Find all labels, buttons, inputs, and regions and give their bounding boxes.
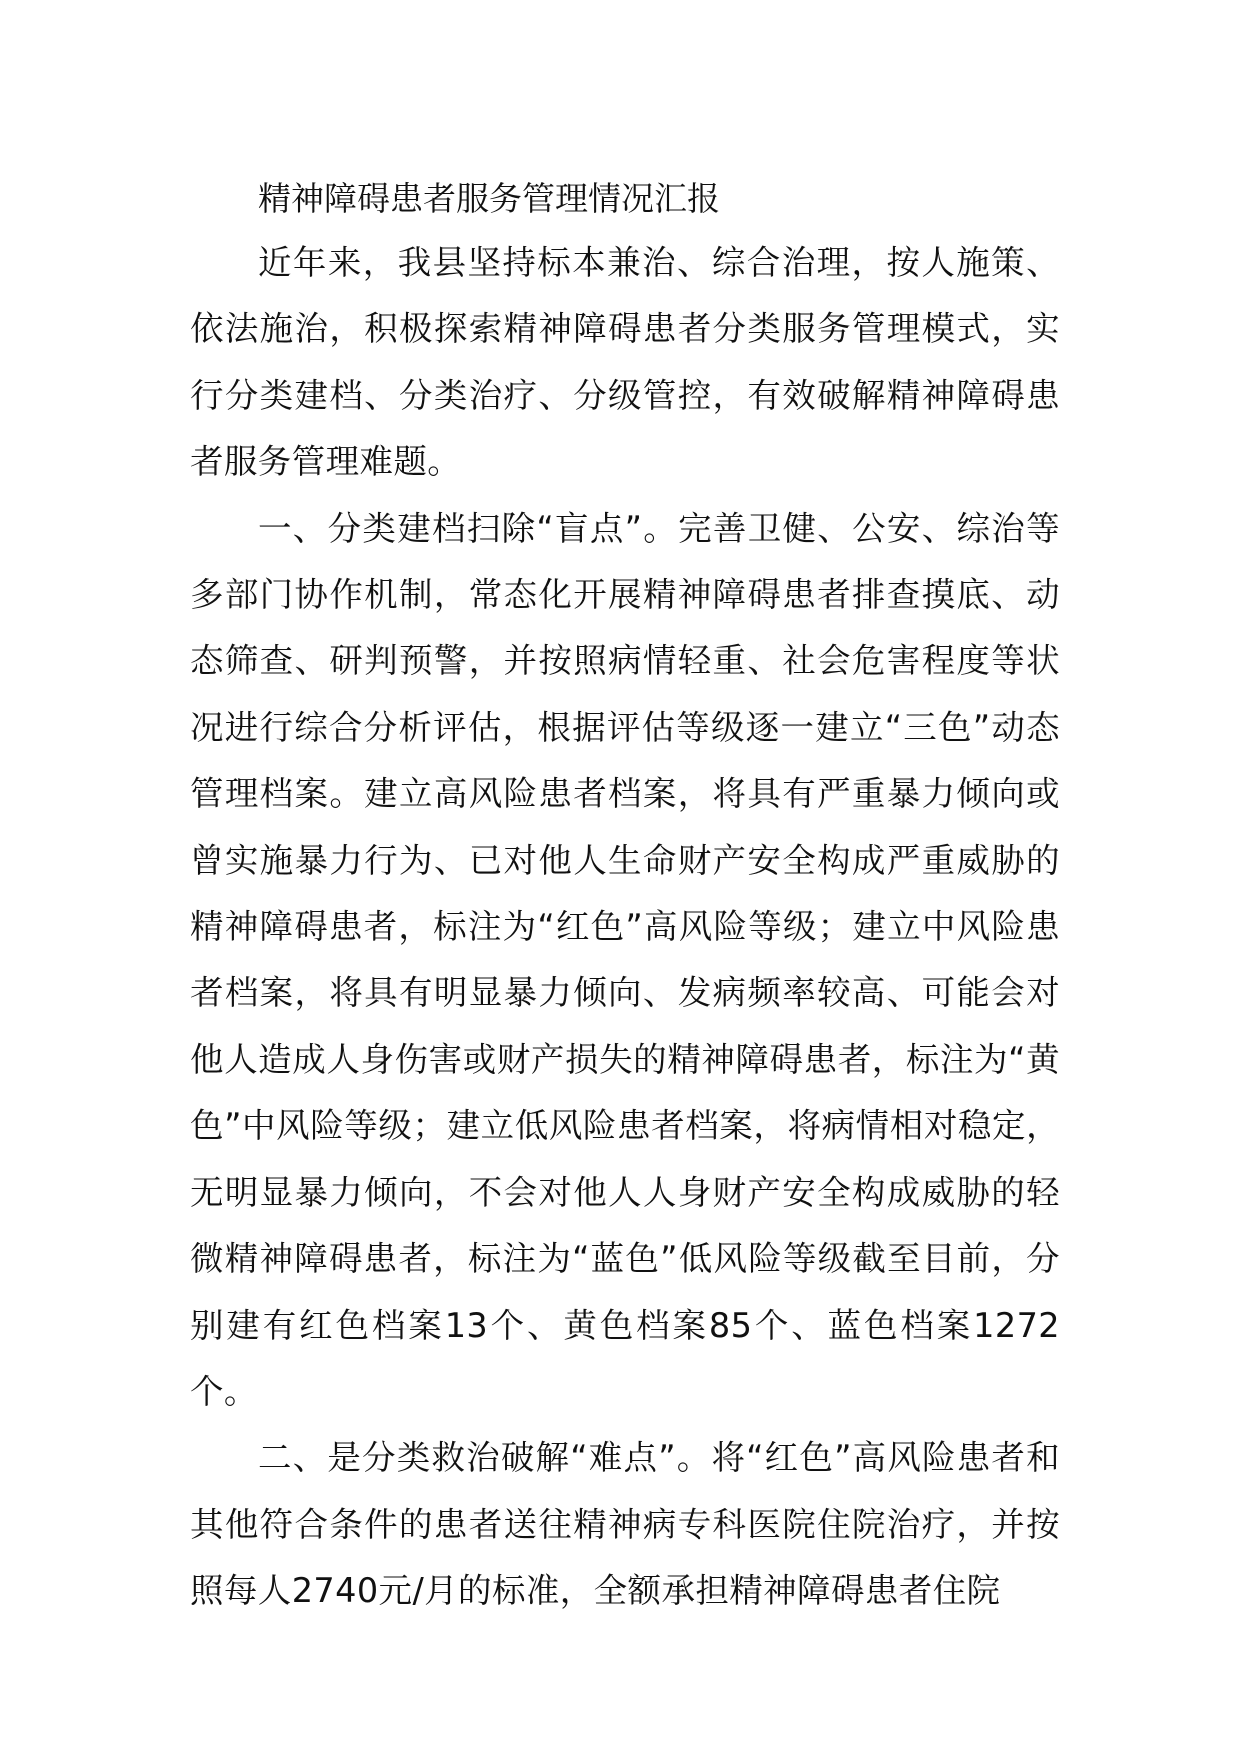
paragraph-intro: 近年来，我县坚持标本兼治、综合治理，按人施策、依法施治，积极探索精神障碍患者分类服务管理模式，实行分类建档、分类治疗、分级管控，有效破解精神障碍患者服务管理难题。 (190, 243, 1060, 482)
paragraph-section-two: 二、是分类救治破解“难点”。将“红色”高风险患者和其他符合条件的患者送往精神病专科医院住院治疗，并按照每人2740元/月的标准，全额承担精神障碍患者住院 (190, 1438, 1060, 1611)
paragraph-section-one: 一、分类建档扫除“盲点”。完善卫健、公安、综治等多部门协作机制，常态化开展精神障碍患者排查摸底、动态筛查、研判预警，并按照病情轻重、社会危害程度等状况进行综合分析评估，根据评估等级逐一建立“三色”动态管理档案。建立高风险患者档案，将具有严重暴力倾向或曾实施暴力行为、已对他人生命财产安全构成严重威胁的精神障碍患者，标注为“红色”高风险等级；建立中风险患者档案，将具有明显暴力倾向、发病频率较高、可能会对他人造成人身伤害或财产损失的精神障碍患者，标注为“黄色”中风险等级；建立低风险患者档案，将病情相对稳定，无明显暴力倾向，不会对他人人身财产安全构成威胁的轻微精神障碍患者，标注为“蓝色”低风险等级截至目前，分别建有红色档案13个、黄色档案85个、蓝色档案1272个。 (190, 508, 1060, 1411)
document-body (190, 168, 1060, 1625)
document-title: 精神障碍患者服务管理情况汇报 (258, 179, 720, 218)
